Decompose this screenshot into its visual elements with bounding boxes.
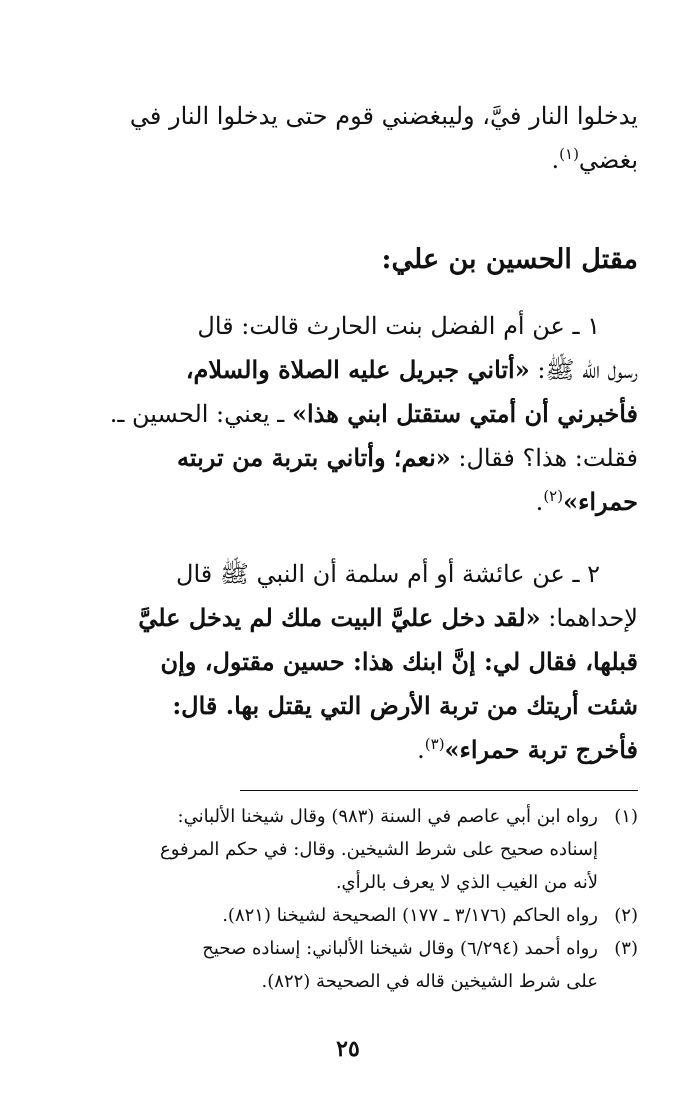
footnote-number: (١) [614, 806, 638, 827]
footnote-ref: (٣) [424, 735, 445, 753]
footnote [76, 800, 638, 899]
footnote-ref: (١) [559, 145, 579, 163]
quote-text: «لقد دخل عليَّ البيت ملك لم يدخل عليَّ [138, 603, 541, 632]
text-line [76, 480, 638, 524]
text-line [76, 596, 638, 640]
quote-text: فأخرج تربة حمراء» [444, 735, 638, 764]
footnote [76, 899, 638, 932]
text-line: على شرط الشيخين قاله في الصحيحة (٨٢٢). [261, 971, 598, 992]
text-line: قبلها، فقال لي: إنَّ ابنك هذا: حسين مقتول، وإن [160, 647, 638, 676]
hadith-paragraph-2 [76, 552, 638, 772]
footnote-separator [240, 790, 638, 791]
footnote [76, 932, 638, 998]
text-line: إسناده صحيح على شرط الشيخين. وقال: في حكم المرفوع [159, 839, 598, 860]
section-heading: مقتل الحسين بن علي: [381, 244, 638, 275]
text-line: شئت أريتك من تربة الأرض التي يقتل بها. قال: [172, 691, 638, 720]
text-run: بغضي [578, 146, 638, 174]
text-run: ـ يعني: الحسين ـ. [109, 400, 292, 428]
text-run: . [417, 736, 425, 764]
text-line [76, 348, 638, 392]
text-run: . [551, 146, 560, 174]
hadith-paragraph-1 [76, 304, 638, 524]
footnote-text [76, 899, 598, 932]
text-line: يدخلوا النار فيَّ، وليبغضني قوم حتى يدخلوا النار في [129, 102, 638, 130]
text-line: رواه أحمد (٦/٢٩٤) وقال شيخنا الألباني: إسناده صحيح [202, 938, 598, 959]
footnote-number: (٣) [614, 938, 638, 959]
text-line: ٢ ـ عن عائشة أو أم سلمة أن النبي ﷺ قال [176, 560, 600, 588]
footnote-text [76, 800, 598, 899]
text-line [76, 728, 638, 772]
quote-text: «نعم؛ وأتاني بتربة من تربته [177, 443, 451, 472]
top-paragraph [76, 94, 638, 182]
footnote-number: (٢) [614, 905, 638, 926]
text-run: . [535, 488, 544, 516]
text-line [76, 138, 638, 182]
text-run: لإحداهما: [540, 604, 638, 632]
text-line: رواه ابن أبي عاصم في السنة (٩٨٣) وقال شيخنا الألباني: [177, 806, 598, 827]
quote-text: حمراء» [563, 487, 638, 516]
text-line [76, 436, 638, 480]
page-number: ٢٥ [336, 1036, 360, 1062]
footnote-ref: (٢) [543, 487, 564, 505]
text-run: رسول الله ﷺ: [529, 356, 638, 384]
footnote-text [76, 932, 598, 998]
footnotes [76, 800, 638, 998]
text-run: فقلت: هذا؟ فقال: [450, 444, 638, 472]
text-line: ١ ـ عن أم الفضل بنت الحارث قالت: قال [197, 312, 600, 340]
text-line [76, 392, 638, 436]
text-line: رواه الحاكم (٣/١٧٦ ـ ١٧٧) الصحيحة لشيخنا (٨٢١). [222, 905, 598, 926]
quote-text: فأخبرني أن أمتي ستقتل ابني هذا» [291, 399, 638, 428]
quote-text: «أتاني جبريل عليه الصلاة والسلام، [185, 355, 530, 384]
text-line: لأنه من الغيب الذي لا يعرف بالرأي. [335, 872, 598, 893]
